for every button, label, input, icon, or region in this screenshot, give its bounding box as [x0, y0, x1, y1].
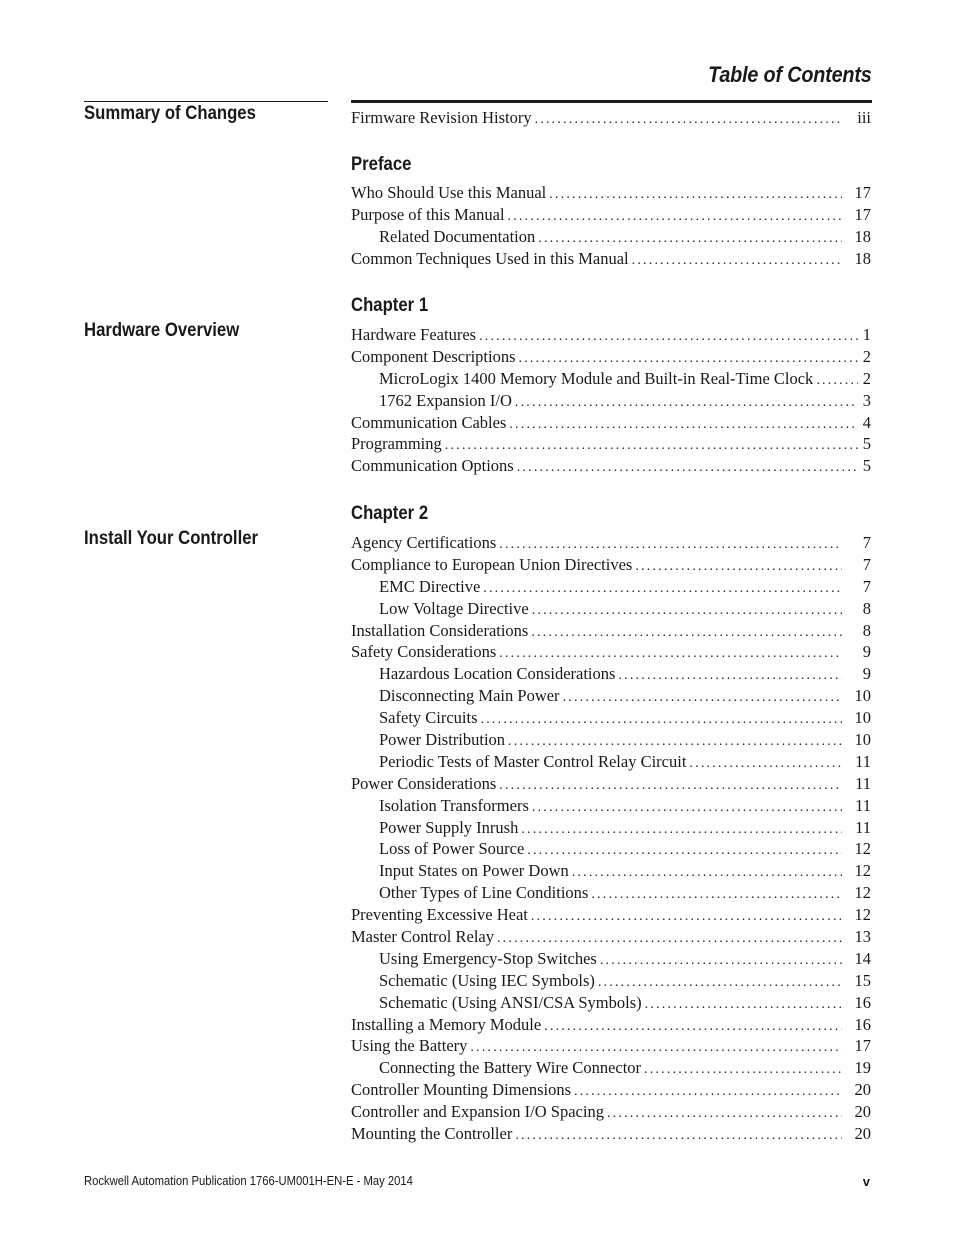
toc-entry-page: 16 [854, 1014, 871, 1034]
dot-leader [645, 994, 842, 1016]
dot-leader [499, 643, 842, 665]
section-rule [84, 101, 328, 102]
toc-entries-preface [351, 182, 871, 270]
toc-entry-title: Using the Battery [351, 1036, 468, 1056]
dot-leader [572, 862, 842, 884]
dot-leader [532, 600, 842, 622]
toc-entry-link[interactable] [351, 390, 871, 412]
toc-entry-title: Safety Circuits [379, 708, 478, 728]
toc-entry-link[interactable] [351, 970, 871, 992]
toc-entry-page: 10 [854, 686, 871, 706]
dot-leader [508, 731, 842, 753]
toc-entry-page: 15 [854, 970, 871, 990]
toc-entry-page: 20 [854, 1080, 871, 1100]
toc-entry-page: 8 [862, 598, 871, 618]
toc-entry-title: Component Descriptions [351, 346, 516, 366]
toc-entry-title: Communication Options [351, 456, 514, 476]
toc-entry-page: 12 [854, 861, 871, 881]
toc-entry-link[interactable] [351, 1035, 871, 1057]
dot-leader [635, 556, 842, 578]
toc-entry-link[interactable] [351, 795, 871, 817]
dot-leader [527, 840, 842, 862]
dot-leader [445, 435, 858, 457]
toc-entry-link[interactable] [351, 620, 871, 642]
toc-entry-page: 9 [862, 642, 871, 662]
toc-entry-page: 4 [862, 412, 871, 432]
toc-entry-link[interactable] [351, 817, 871, 839]
toc-entry-page: 12 [854, 839, 871, 859]
footer-publication: Rockwell Automation Publication 1766-UM001H-EN-E - May 2014 [84, 1174, 413, 1188]
toc-entry-link[interactable] [351, 346, 871, 368]
dot-leader [644, 1059, 842, 1081]
toc-entry-title: Installing a Memory Module [351, 1014, 542, 1034]
toc-entry-link[interactable] [351, 729, 871, 751]
toc-entry-link[interactable] [351, 554, 871, 576]
toc-entry-link[interactable] [351, 904, 871, 926]
toc-entry-page: 14 [854, 948, 871, 968]
toc-entry-title: Hardware Features [351, 325, 477, 344]
toc-entry-page: 9 [862, 664, 871, 684]
toc-entry-title: Installation Considerations [351, 620, 529, 640]
toc-entry-link[interactable] [351, 532, 871, 554]
dot-leader [532, 797, 842, 819]
toc-entry-link[interactable] [351, 576, 871, 598]
toc-entry-title: Isolation Transformers [379, 795, 529, 815]
title-rule [351, 100, 872, 103]
toc-entry-title: Low Voltage Directive [379, 598, 529, 618]
dot-leader [497, 928, 842, 950]
toc-entry-page: 16 [854, 992, 871, 1012]
chapter-heading-chapter-1: Chapter 1 [351, 295, 429, 316]
toc-entry-title: 1762 Expansion I/O [379, 390, 512, 410]
dot-leader [515, 392, 858, 414]
toc-entry-title: Hazardous Location Considerations [379, 664, 616, 684]
toc-entry-page: 10 [854, 730, 871, 750]
dot-leader [479, 326, 858, 348]
toc-entry-link[interactable] [351, 226, 871, 248]
toc-entry-page: 3 [862, 390, 871, 410]
toc-entry-title: Related Documentation [379, 226, 536, 246]
dot-leader [689, 753, 842, 775]
toc-entry-page: 7 [862, 554, 871, 574]
toc-entry-title: Purpose of this Manual [351, 204, 505, 224]
dot-leader [481, 709, 842, 731]
toc-entry-title: Power Supply Inrush [379, 817, 519, 837]
toc-entry-title: MicroLogix 1400 Memory Module and Built-in Real-Time Clock [379, 368, 814, 388]
toc-entry-title: Power Distribution [379, 730, 506, 750]
toc-entry-link[interactable] [351, 926, 871, 948]
dot-leader [549, 184, 842, 206]
toc-entry-title: Using Emergency-Stop Switches [379, 948, 597, 968]
toc-entry-title: Controller and Expansion I/O Spacing [351, 1102, 604, 1122]
dot-leader [519, 348, 858, 370]
dot-leader [574, 1081, 842, 1103]
dot-leader [591, 884, 842, 906]
toc-entry-link[interactable] [351, 1014, 871, 1036]
dot-leader [509, 414, 858, 436]
toc-entry-page: 12 [854, 905, 871, 925]
toc-entry-title: Communication Cables [351, 412, 507, 432]
toc-entry-title: Agency Certifications [351, 533, 497, 552]
toc-entry-page: 5 [862, 434, 871, 454]
toc-entry-link[interactable] [351, 860, 871, 882]
toc-entry-page: 11 [855, 817, 871, 837]
toc-entry-title: Controller Mounting Dimensions [351, 1080, 571, 1100]
toc-entry-link[interactable] [351, 182, 871, 204]
dot-leader [531, 622, 842, 644]
toc-entry-page: 20 [854, 1102, 871, 1122]
toc-entry-title: Disconnecting Main Power [379, 686, 560, 706]
toc-entry-page: 20 [854, 1124, 871, 1144]
dot-leader [816, 370, 858, 392]
dot-leader [563, 687, 842, 709]
dot-leader [517, 457, 858, 479]
toc-entry-title: Mounting the Controller [351, 1124, 513, 1144]
dot-leader [508, 206, 842, 228]
dot-leader [531, 906, 842, 928]
toc-entry-title: Connecting the Battery Wire Connector [379, 1058, 642, 1078]
toc-entry-page: 11 [855, 773, 871, 793]
toc-entry-page: 17 [854, 204, 871, 224]
toc-entry-link[interactable] [351, 368, 871, 390]
toc-entry-page: 10 [854, 708, 871, 728]
footer-page-number: v [862, 1174, 870, 1189]
toc-entry-title: Other Types of Line Conditions [379, 883, 589, 903]
toc-entry-page: 7 [862, 576, 871, 596]
toc-entry-title: Programming [351, 434, 442, 454]
toc-entry-link[interactable] [351, 324, 871, 346]
toc-entry-title: Input States on Power Down [379, 861, 569, 881]
toc-entries-chapter-2 [351, 532, 871, 1145]
toc-entry-link[interactable] [351, 641, 871, 663]
toc-entry-title: Firmware Revision History [351, 108, 532, 127]
toc-entry-title: EMC Directive [379, 576, 481, 596]
toc-entry-title: Master Control Relay [351, 927, 494, 947]
toc-entry-title: Compliance to European Union Directives [351, 554, 633, 574]
toc-entry-page: 8 [862, 620, 871, 640]
side-heading-summary-of-changes: Summary of Changes [84, 103, 256, 124]
toc-entry-page: 12 [854, 883, 871, 903]
toc-entry-link[interactable] [351, 773, 871, 795]
toc-entry-title: Loss of Power Source [379, 839, 525, 859]
toc-entry-page: 7 [862, 533, 871, 552]
dot-leader [632, 250, 842, 272]
dot-leader [618, 665, 842, 687]
toc-entry-link[interactable] [351, 107, 871, 129]
toc-entry-page: 17 [854, 183, 871, 202]
toc-entry-link[interactable] [351, 948, 871, 970]
dot-leader [600, 950, 842, 972]
toc-entry-page: 2 [862, 346, 871, 366]
toc-entry-title: Schematic (Using ANSI/CSA Symbols) [379, 992, 642, 1012]
toc-entry-title: Common Techniques Used in this Manual [351, 248, 629, 268]
toc-entry-link[interactable] [351, 1079, 871, 1101]
toc-entry-page: 18 [854, 226, 871, 246]
toc-entry-link[interactable] [351, 1057, 871, 1079]
dot-leader [521, 819, 842, 841]
dot-leader [499, 534, 842, 556]
toc-entry-link[interactable] [351, 1123, 871, 1145]
toc-entry-page: 11 [855, 795, 871, 815]
page-title: Table of Contents [708, 62, 872, 87]
toc-entry-page: 18 [854, 248, 871, 268]
dot-leader [607, 1103, 842, 1125]
toc-entry-link[interactable] [351, 707, 871, 729]
toc-entry-link[interactable] [351, 455, 871, 477]
toc-entry-title: Preventing Excessive Heat [351, 905, 528, 925]
toc-entry-page: 11 [855, 751, 871, 771]
chapter-heading-preface: Preface [351, 154, 412, 175]
toc-entries-summary [351, 107, 871, 129]
dot-leader [470, 1037, 842, 1059]
toc-entry-title: Schematic (Using IEC Symbols) [379, 970, 595, 990]
toc-entry-link[interactable] [351, 685, 871, 707]
toc-entry-title: Periodic Tests of Master Control Relay Circuit [379, 751, 687, 771]
toc-entry-page: 5 [862, 456, 871, 476]
toc-entry-link[interactable] [351, 751, 871, 773]
dot-leader [535, 109, 842, 131]
dot-leader [544, 1016, 842, 1038]
toc-entry-page: 19 [854, 1058, 871, 1078]
toc-entry-page: 1 [862, 325, 871, 344]
side-heading-install-your-controller: Install Your Controller [84, 528, 259, 549]
dot-leader [598, 972, 842, 994]
toc-entry-link[interactable] [351, 204, 871, 226]
toc-entry-title: Who Should Use this Manual [351, 183, 547, 202]
chapter-heading-chapter-2: Chapter 2 [351, 503, 429, 524]
dot-leader [515, 1125, 842, 1147]
toc-entry-link[interactable] [351, 882, 871, 904]
toc-entry-title: Safety Considerations [351, 642, 497, 662]
toc-entry-link[interactable] [351, 663, 871, 685]
toc-entry-page: iii [857, 108, 871, 127]
side-heading-hardware-overview: Hardware Overview [84, 320, 240, 341]
toc-entry-link[interactable] [351, 248, 871, 270]
toc-entries-chapter-1 [351, 324, 871, 477]
toc-entry-link[interactable] [351, 412, 871, 434]
dot-leader [499, 775, 842, 797]
toc-entry-page: 2 [862, 368, 871, 388]
toc-entry-link[interactable] [351, 838, 871, 860]
toc-entry-page: 13 [854, 927, 871, 947]
dot-leader [483, 578, 842, 600]
toc-entry-title: Power Considerations [351, 773, 497, 793]
dot-leader [538, 228, 842, 250]
toc-entry-link[interactable] [351, 992, 871, 1014]
toc-entry-link[interactable] [351, 433, 871, 455]
toc-entry-page: 17 [854, 1036, 871, 1056]
toc-entry-link[interactable] [351, 598, 871, 620]
toc-entry-link[interactable] [351, 1101, 871, 1123]
